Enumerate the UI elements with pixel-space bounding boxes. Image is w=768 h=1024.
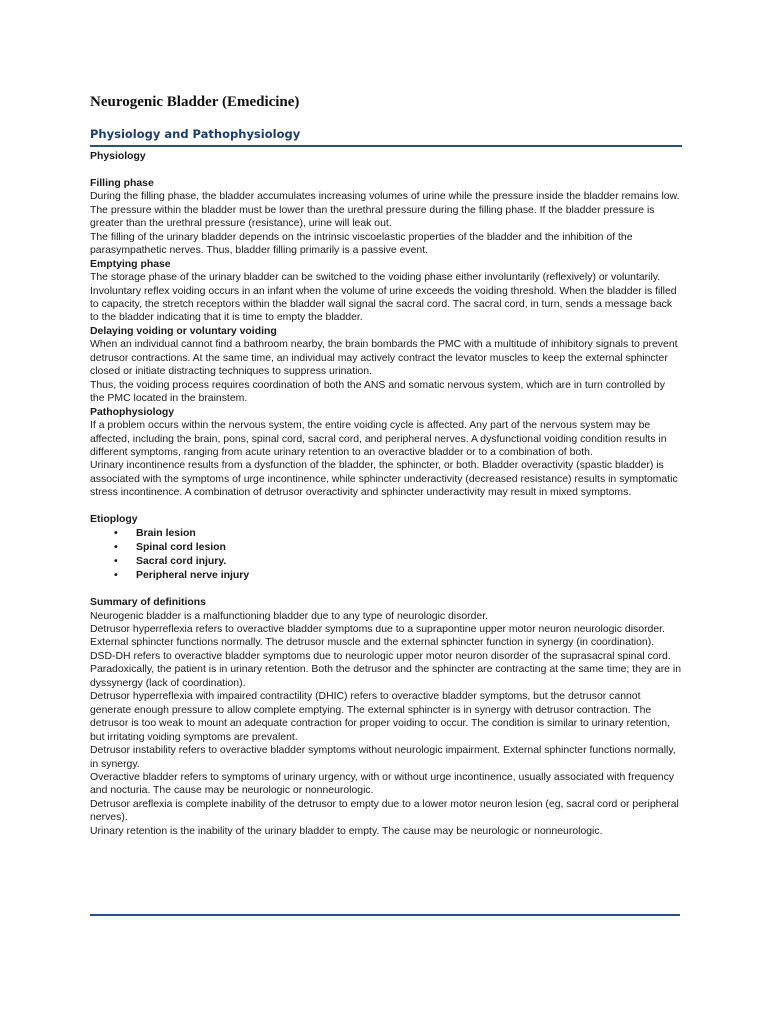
summary-paragraph: Detrusor areflexia is complete inability of the detrusor to empty due to a lower motor neuron lesion (eg, sacral cord or peripheral nerves).: [90, 798, 679, 824]
pathophysiology-heading: Pathophysiology: [90, 406, 175, 418]
pathophysiology-paragraph-2: Urinary incontinence results from a dysfunction of the bladder, the sphincter, or both. Bladder overactivity (spastic bladder) is associated with the symptoms of urge incontinence, while sphincter underactivity (decreased resistance) results in symptomatic stress incontinence. A combination of detrusor overactivity and sphincter underactivity may result in mixed symptoms.: [90, 460, 678, 499]
delaying-voiding-paragraph-2: Thus, the voiding process requires coordination of both the ANS and somatic nervous system, which are in turn controlled by the PMC located in the brainstem.: [90, 379, 665, 405]
filling-phase-paragraph-2: The filling of the urinary bladder depends on the intrinsic viscoelastic properties of the bladder and the inhibition of the parasympathetic nerves. Thus, bladder filling primarily is a passive event.: [90, 231, 633, 257]
bullet-icon: •: [114, 527, 118, 539]
summary-paragraph: Detrusor hyperreflexia with impaired contractility (DHIC) refers to overactive bladder symptoms, but the detrusor cannot generate enough pressure to allow complete emptying. The external sphincter is in synergy with detrusor contraction. The detrusor is too weak to mount an adequate contraction for proper voiding to occur. The condition is similar to urinary retention, but irritating voiding symptoms are prevalent.: [90, 691, 670, 743]
summary-paragraph: Detrusor instability refers to overactive bladder symptoms without neurologic impairment. External sphincter functions normally, in synergy.: [90, 745, 676, 770]
summary-heading: Summary of definitions: [90, 597, 206, 609]
filling-phase-paragraph-1: During the filling phase, the bladder accumulates increasing volumes of urine while the pressure inside the bladder remains low. The pressure within the bladder must be lower than the urethral pressure during the filling phase. If the bladder pressure is greater than the urethral pressure (resistance), urine will leak out.: [90, 191, 680, 230]
pathophysiology-paragraph-1: If a problem occurs within the nervous system, the entire voiding cycle is affected. Any part of the nervous system may be affected, including the brain, pons, spinal cord, sacral cord, and peripheral nerves. A dysfunctional voiding condition results in different symptoms, ranging from acute urinary retention to an overactive bladder or to a combination of both.: [90, 420, 667, 458]
delaying-voiding-paragraph-1: When an individual cannot find a bathroom nearby, the brain bombards the PMC with a multitude of inhibitory signals to prevent detrusor contractions. At the same time, an individual may actively contract the levator muscles to keep the external sphincter closed or initiate distracting techniques to suppress urination.: [90, 339, 678, 378]
summary-paragraph: DSD-DH refers to overactive bladder symptoms due to neurologic upper motor neuron disorder of the suprasacral spinal cord. Paradoxically, the patient is in urinary retention. Both the detrusor and the sphincter are contracting at the same time; they are in dyssynergy (lack of coordination).: [90, 650, 682, 689]
summary-paragraph: Detrusor hyperreflexia refers to overactive bladder symptoms due to a suprapontine upper motor neuron neurologic disorder. External sphincter functions normally. The detrusor muscle and the external sphincter function in synergy (in coordination).: [90, 624, 665, 649]
summary-paragraph: Neurogenic bladder is a malfunctioning bladder due to any type of neurologic disorder.: [90, 610, 489, 622]
bullet-icon: •: [114, 555, 118, 567]
emptying-phase-paragraph: The storage phase of the urinary bladder can be switched to the voiding phase either involuntarily (reflexively) or voluntarily. Involuntary reflex voiding occurs in an infant when the volume of urine exceeds the voiding threshold. When the bladder is filled to capacity, the stretch receptors within the bladder wall signal the sacral cord. The sacral cord, in turn, sends a message back to the bladder indicating that it is time to empty the bladder.: [90, 272, 677, 324]
bullet-icon: •: [114, 541, 118, 553]
footer-rule: [90, 914, 680, 916]
bullet-icon: •: [114, 569, 118, 581]
list-item: • Brain lesion: [114, 527, 196, 539]
filling-phase-heading: Filling phase: [90, 177, 154, 189]
etiology-list: [90, 527, 682, 583]
list-item: • Sacral cord injury.: [114, 555, 227, 567]
summary-paragraph: Overactive bladder refers to symptoms of urinary urgency, with or without urge incontinence, usually associated with frequency and nocturia. The cause may be neurologic or nonneurologic.: [90, 771, 675, 797]
physiology-heading: Physiology: [90, 151, 146, 162]
section-rule: [90, 145, 682, 147]
summary-paragraph: Urinary retention is the inability of the urinary bladder to empty. The cause may be neurologic or nonneurologic.: [90, 825, 603, 837]
list-item: • Peripheral nerve injury: [114, 569, 250, 581]
document-title: Neurogenic Bladder (Emedicine): [90, 94, 300, 110]
delaying-voiding-heading: Delaying voiding or voluntary voiding: [90, 325, 277, 337]
list-item: • Spinal cord lesion: [114, 541, 226, 553]
section-heading: Physiology and Pathophysiology: [90, 127, 301, 141]
etiology-heading: Etioplogy: [90, 514, 138, 526]
document-body: [90, 94, 682, 838]
emptying-phase-heading: Emptying phase: [90, 258, 171, 270]
